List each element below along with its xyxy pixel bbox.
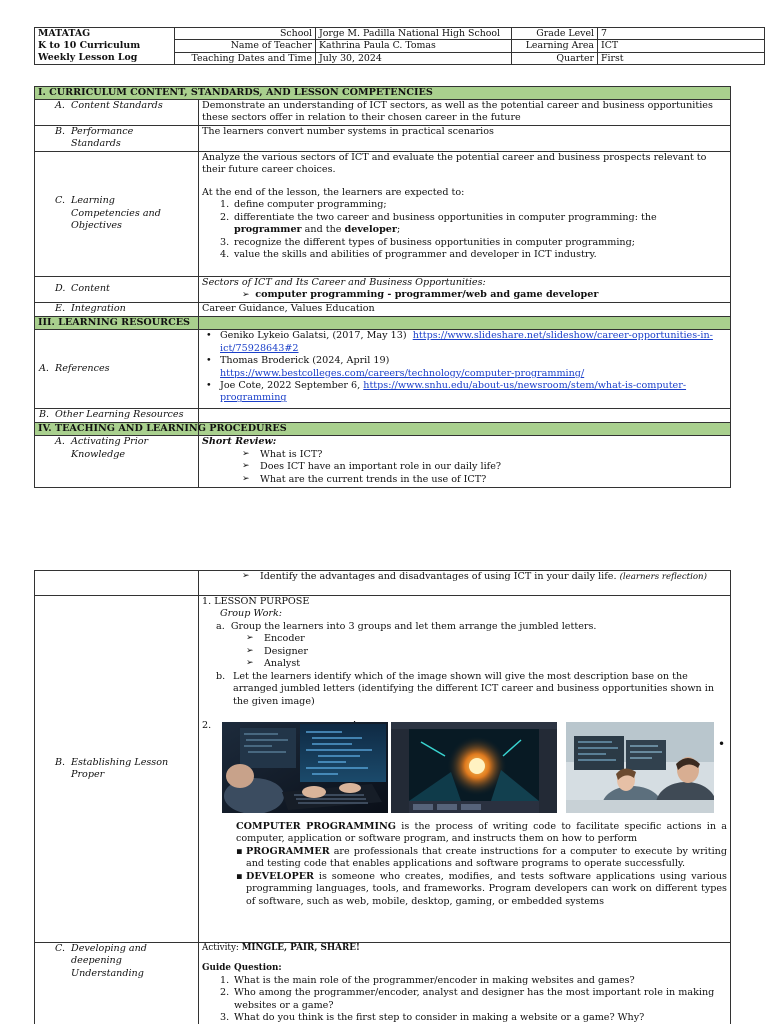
quarter-value: First xyxy=(598,52,765,64)
programmer-photo xyxy=(222,722,388,813)
header-table xyxy=(34,27,765,65)
area-label: Learning Area xyxy=(512,40,598,52)
school-value: Jorge M. Padilla National High School xyxy=(316,28,512,40)
content-line-1: Sectors of ICT and Its Career and Business Opportunities: xyxy=(202,276,486,288)
section-1-title: I. CURRICULUM CONTENT, STANDARDS, AND LESSON COMPETENCIES xyxy=(35,87,731,100)
reference-3-link[interactable]: https://www.snhu.edu/about-us/newsroom/stem/what-is-computer-programming xyxy=(220,379,687,404)
jumbled-word-encoder: ➢ Encoder xyxy=(246,633,727,645)
section-3-title: III. LEARNING RESOURCES xyxy=(35,317,199,330)
integration-text: Career Guidance, Values Education xyxy=(199,303,731,317)
objective-3: 3. recognize the different types of business opportunities in computer programming; xyxy=(220,236,635,248)
content-standards-label: A. Content Standards xyxy=(35,100,199,126)
jumbled-word-analyst: ➢ Analyst xyxy=(246,658,727,670)
review-question-4: ➢ Identify the advantages and disadvantages of using ICT in your daily life. (learners reflection) xyxy=(242,571,727,583)
dates-label: Teaching Dates and Time xyxy=(175,52,316,64)
guide-question-2: 2. Who among the programmer/encoder, analyst and designer has the most important role in making websites or a game? xyxy=(220,987,715,1011)
title-line-3: Weekly Lesson Log xyxy=(38,52,138,63)
reference-2: • Thomas Broderick (2024, April 19) https://www.bestcolleges.com/careers/technology/computer-programming/ xyxy=(206,355,727,380)
review-question-1: ➢ What is ICT? xyxy=(242,449,727,461)
content-standards-text: Demonstrate an understanding of ICT sectors, as well as the potential career and business opportunities these sectors offer in relation to their chosen career in the future xyxy=(199,100,731,126)
title-line-1: MATATAG xyxy=(38,28,91,39)
objective-1: 1. define computer programming; xyxy=(220,199,387,211)
guide-question-3: 3. What do you think is the first step to consider in making a website or a game? Why? xyxy=(220,1012,645,1024)
teacher-label: Name of Teacher xyxy=(175,40,316,52)
teacher-value: Kathrina Paula C. Tomas xyxy=(316,40,512,52)
objective-4: 4. value the skills and abilities of programmer and developer in ICT industry. xyxy=(220,249,597,261)
competencies-text xyxy=(199,151,731,276)
school-label: School xyxy=(175,28,316,40)
content-label: D. Content xyxy=(35,276,199,302)
def-developer: ▪ DEVELOPER is someone who creates, modifies, and tests software applications using various programming languages, tools, and frameworks. Program developers can work on different types of software, such as web, mobile, desktop, gaming, or embedded systems xyxy=(236,871,727,908)
dates-value: July 30, 2024 xyxy=(316,52,512,64)
title-line-2: K to 10 Curriculum xyxy=(38,40,141,51)
reference-3: • Joe Cote, 2022 September 6, https://www.snhu.edu/about-us/newsroom/stem/what-is-computer-programming xyxy=(206,380,727,405)
developing-understanding-label: C. Developing and deepening Understanding xyxy=(35,943,199,1024)
jumbled-words-list xyxy=(202,633,727,670)
grade-label: Grade Level xyxy=(512,28,598,40)
objectives-lead: At the end of the lesson, the learners are expected to: xyxy=(202,186,465,198)
activity-line: Activity: MINGLE, PAIR, SHARE! xyxy=(202,943,360,953)
other-resources-value xyxy=(199,409,731,423)
other-resources-label: B. Other Learning Resources xyxy=(35,409,199,423)
developers-team-photo xyxy=(566,722,714,813)
game-developer-photo xyxy=(391,722,557,813)
competencies-intro: Analyze the various sectors of ICT and evaluate the potential career and business prospects relevant to their future career choices. xyxy=(202,151,707,176)
area-value: ICT xyxy=(598,40,765,52)
lesson-purpose-heading: 1. LESSON PURPOSE xyxy=(202,596,310,607)
def-programmer: ▪ PROGRAMMER are professionals that create instructions for a computer to execute by writing and testing code that enables applications and software programs to operate successfully. xyxy=(236,846,727,871)
competencies-label: C. Learning Competencies and Objectives xyxy=(35,151,199,276)
objective-2: 2. differentiate the two career and business opportunities in computer programming: the programmer and the developer; xyxy=(220,211,657,236)
continuation-label xyxy=(35,571,199,596)
item-2-line: 2. xyxy=(202,720,212,732)
curriculum-title xyxy=(35,28,175,65)
short-review-title: Short Review: xyxy=(202,436,277,448)
review-question-2: ➢ Does ICT have an important role in our daily life? xyxy=(242,461,727,473)
review-continuation xyxy=(199,571,731,596)
references-label: A. References xyxy=(35,330,199,409)
references-list xyxy=(199,330,731,409)
guide-question-1: 1. What is the main role of the programmer/encoder in making websites and games? xyxy=(220,974,635,986)
lesson-table-page-1 xyxy=(34,86,731,488)
stray-bullet: • xyxy=(718,737,726,751)
content-text xyxy=(199,276,731,302)
content-line-2: ➢ computer programming - programmer/web and game developer xyxy=(242,289,599,301)
establishing-lesson-label: B. Establishing Lesson Proper xyxy=(35,596,199,943)
reference-2-link[interactable]: https://www.bestcolleges.com/careers/technology/computer-programming/ xyxy=(220,367,585,379)
step-b: b. Let the learners identify which of the image shown will give the most description base on the arranged jumbled letters (identifying the different ICT career and business opportunities shown in the given image) xyxy=(216,670,715,707)
guide-question-title: Guide Question: xyxy=(202,963,282,974)
guide-questions-list xyxy=(202,975,727,1024)
performance-standards-label: B. Performance Standards xyxy=(35,125,199,151)
quarter-label: Quarter xyxy=(512,52,598,64)
reference-1-link[interactable]: https://www.slideshare.net/slideshow/career-opportunities-in-ict/75928643#2 xyxy=(220,330,713,354)
section-4-title: IV. TEACHING AND LEARNING PROCEDURES xyxy=(35,423,199,436)
group-work-label: Group Work: xyxy=(220,608,283,620)
objectives-list xyxy=(202,199,727,261)
step-a: a. Group the learners into 3 groups and let them arrange the jumbled letters. xyxy=(216,620,597,632)
grade-value: 7 xyxy=(598,28,765,40)
performance-standards-text: The learners convert number systems in practical scenarios xyxy=(199,125,731,151)
jumbled-word-designer: ➢ Designer xyxy=(246,646,727,658)
integration-label: E. Integration xyxy=(35,303,199,317)
def-computer-programming: COMPUTER PROGRAMMING is the process of writing code to facilitate specific actions in a computer, application or software program, and instructs them on how to perform xyxy=(236,820,727,845)
short-review xyxy=(199,436,731,488)
review-question-3: ➢ What are the current trends in the use of ICT? xyxy=(242,474,727,486)
activating-prior-knowledge-label: A. Activating Prior Knowledge xyxy=(35,436,199,488)
reference-1: • Geniko Lykeio Galatsi, (2017, May 13) https://www.slideshare.net/slideshow/career-opportunities-in-ict/75928643#2 xyxy=(206,330,727,355)
developing-understanding-content xyxy=(199,943,731,1024)
